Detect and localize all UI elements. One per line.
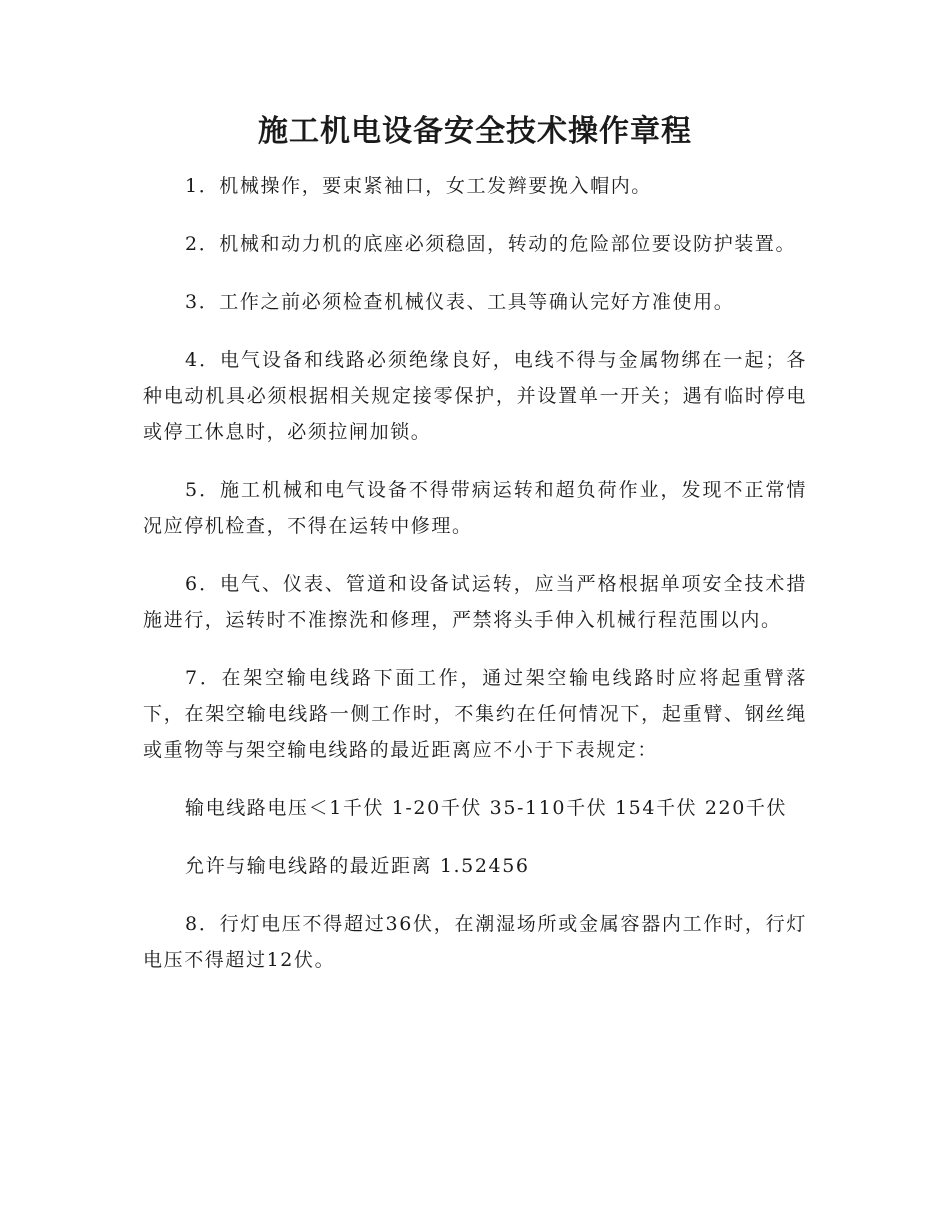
- document-title: 施工机电设备安全技术操作章程: [258, 114, 692, 149]
- paragraph-1: 1．机械操作，要束紧袖口，女工发辫要挽入帽内。: [185, 175, 652, 197]
- voltage-table-header: 输电线路电压＜1千伏 1-20千伏 35-110千伏 154千伏 220千伏: [185, 797, 788, 819]
- paragraph-3: 3．工作之前必须检查机械仪表、工具等确认完好方准使用。: [185, 291, 735, 313]
- paragraph-6: 6．电气、仪表、管道和设备试运转，应当严格根据单项安全技术措施进行，运转时不准擦洗和修理，严禁将头手伸入机械行程范围以内。: [143, 573, 807, 631]
- paragraph-2: 2．机械和动力机的底座必须稳固，转动的危险部位要设防护装置。: [185, 233, 797, 255]
- paragraph-7: 7．在架空输电线路下面工作，通过架空输电线路时应将起重臂落下，在架空输电线路一侧工作时，不集约在任何情况下，起重臂、钢丝绳或重物等与架空输电线路的最近距离应不小于下表规定：: [143, 667, 807, 761]
- paragraph-4: 4．电气设备和线路必须绝缘良好，电线不得与金属物绑在一起；各种电动机具必须根据相关规定接零保护，并设置单一开关；遇有临时停电或停工休息时，必须拉闸加锁。: [143, 349, 807, 443]
- paragraph-8: 8．行灯电压不得超过36伏，在潮湿场所或金属容器内工作时，行灯电压不得超过12伏。: [143, 913, 807, 971]
- paragraph-5: 5．施工机械和电气设备不得带病运转和超负荷作业，发现不正常情况应停机检查，不得在运转中修理。: [143, 479, 807, 537]
- voltage-table-distance: 允许与输电线路的最近距离 1.52456: [185, 855, 530, 877]
